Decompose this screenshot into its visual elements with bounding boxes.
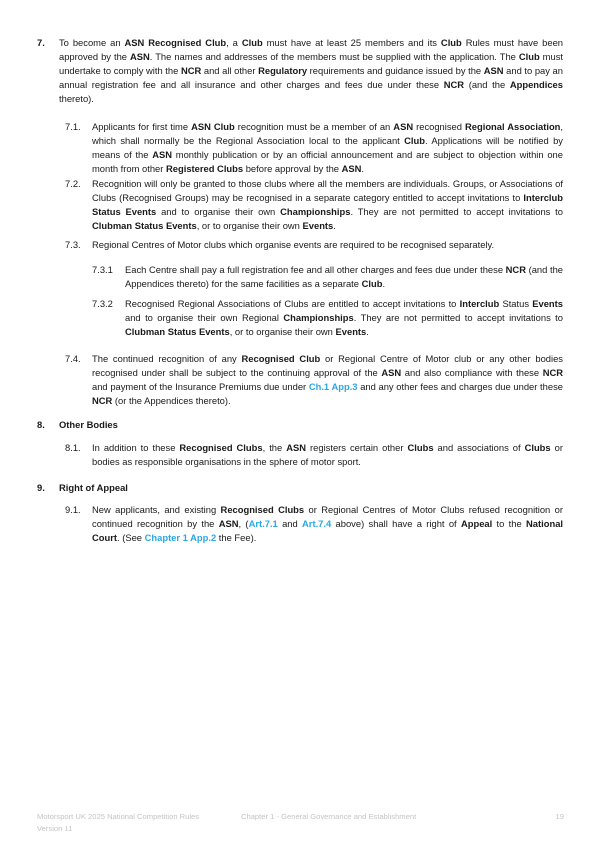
rule-paragraph (65, 503, 563, 545)
text-run: Recognition will only be granted to those clubs where all the members are individuals. Groups, or Associations of Clubs (Recognised Groups) may be recognised in a separate category entitled to accept invitations to (92, 178, 563, 203)
text-run: registers certain other (306, 442, 408, 453)
rule-number: 7.2. (65, 178, 81, 189)
defined-term: ASN (286, 442, 307, 453)
text-run: must undertake to comply with the (59, 51, 564, 76)
defined-term: Appendices (509, 79, 563, 90)
rule-text (59, 481, 563, 495)
defined-term: Events (335, 326, 367, 337)
footer-title: Motorsport UK 2025 National Competition Rules (37, 812, 200, 821)
rule-number: 7.4. (65, 353, 81, 364)
defined-term: ASN (152, 149, 173, 160)
cross-reference-link[interactable]: Art.7.1 (248, 518, 278, 529)
rule-paragraph (65, 352, 563, 408)
defined-term: Recognised Clubs (179, 442, 263, 453)
text-run: (and the Appendices thereto) for the same facilities as a separate (125, 264, 563, 289)
text-run: and payment of the Insurance Premiums due under (92, 381, 309, 392)
text-run: and to pay an annual registration fee and all insurance and other charges and fees due under these (59, 65, 563, 90)
defined-term: NCR (505, 264, 526, 275)
text-run: The continued recognition of any (92, 353, 242, 364)
text-run: to the (492, 518, 527, 529)
defined-term: Club (361, 278, 383, 289)
rule-number: 9. (37, 482, 45, 493)
rule-number: 9.1. (65, 504, 81, 515)
text-run: Other Bodies (59, 419, 118, 430)
defined-term: Clubs (524, 442, 551, 453)
rule-text (92, 441, 563, 469)
rule-text (92, 120, 563, 176)
rule-text (125, 297, 563, 339)
text-run: must have at least 25 members and its (262, 37, 441, 48)
defined-term: Clubman Status Events (125, 326, 230, 337)
rule-paragraph (65, 441, 563, 469)
text-run: recognised (413, 121, 465, 132)
text-run: before approval by the (243, 163, 342, 174)
text-run: Each Centre shall pay a full registration fee and all other charges and fees due under these (125, 264, 506, 275)
defined-term: Club (241, 37, 263, 48)
defined-term: Recognised Clubs (220, 504, 305, 515)
defined-term: Interclub Status Events (92, 192, 563, 217)
text-run: monthly publication or by an official announcement and are subject to objection within one month from other (92, 149, 563, 174)
text-run: or bodies as responsible organisations in the sphere of motor sport. (92, 442, 563, 467)
rule-number: 7.3. (65, 239, 81, 250)
defined-term: National Court (92, 518, 564, 543)
text-run: Recognised Regional Associations of Clubs are entitled to accept invitations to (125, 298, 460, 309)
rule-number: 8. (37, 419, 45, 430)
cross-reference-link[interactable]: Art.7.4 (302, 518, 332, 529)
footer-version: Version 11 (37, 824, 73, 833)
defined-term: ASN Recognised Club (124, 37, 227, 48)
defined-term: ASN (129, 51, 150, 62)
text-run: , the (262, 442, 287, 453)
text-run: . Applications will be notified by means of the (92, 135, 563, 160)
cross-reference-link[interactable]: Chapter 1 App.2 (144, 532, 217, 543)
rule-paragraph (65, 177, 563, 233)
rule-text (92, 503, 563, 545)
rule-paragraph (92, 263, 563, 291)
defined-term: ASN Club (191, 121, 235, 132)
defined-term: Clubman Status Events (92, 220, 197, 231)
text-run: Rules must have been approved by the (59, 37, 563, 62)
text-run: and also compliance with these (401, 367, 543, 378)
defined-term: Events (302, 220, 334, 231)
text-run: In addition to these (92, 442, 180, 453)
text-run: New applicants, and existing (92, 504, 221, 515)
defined-term: ASN (381, 367, 402, 378)
defined-term: Club (404, 135, 425, 146)
rule-number: 8.1. (65, 442, 81, 453)
rule-paragraph (65, 120, 563, 176)
text-run: the Fee). (216, 532, 257, 543)
text-run: , or to organise their own (229, 326, 336, 337)
footer-chapter: Chapter 1 - General Governance and Establishment (241, 812, 417, 821)
rule-text (92, 238, 563, 252)
text-run: thereto). (59, 93, 94, 104)
defined-term: NCR (542, 367, 564, 378)
defined-term: Registered Clubs (166, 163, 244, 174)
rule-text (59, 418, 563, 432)
defined-term: Championships (283, 312, 354, 323)
defined-term: Club (440, 37, 462, 48)
defined-term: Interclub (459, 298, 500, 309)
rule-paragraph (65, 238, 563, 252)
defined-term: Regional Association (465, 121, 561, 132)
text-run: (and the (464, 79, 510, 90)
defined-term: ASN (483, 65, 504, 76)
defined-term: ASN (218, 518, 239, 529)
rule-text (92, 352, 563, 408)
text-run: Applicants for first time (92, 121, 192, 132)
text-run: , ( (238, 518, 249, 529)
text-run: . They are not permitted to accept invitations to (350, 206, 563, 217)
cross-reference-link[interactable]: Ch.1 App.3 (308, 381, 358, 392)
text-run: To become an (59, 37, 125, 48)
defined-term: Regulatory (258, 65, 308, 76)
text-run: . (366, 326, 369, 337)
defined-term: ASN (393, 121, 414, 132)
defined-term: NCR (92, 395, 113, 406)
section-heading (37, 481, 563, 495)
text-run: . (382, 278, 386, 289)
text-run: , or to organise their own (196, 220, 303, 231)
page-number: 19 (555, 812, 564, 821)
text-run: or Regional Centres of Motor Clubs refused recognition or continued recognition by the (92, 504, 563, 529)
text-run: and associations of (433, 442, 525, 453)
defined-term: Appeal (460, 518, 493, 529)
defined-term: Club (518, 51, 540, 62)
footer-title-block (37, 811, 199, 835)
rule-paragraph (37, 36, 563, 106)
rule-paragraph (92, 297, 563, 339)
text-run: Status (499, 298, 533, 309)
text-run: and (277, 518, 303, 529)
text-run: recognition must be a member of an (234, 121, 394, 132)
text-run: Right of Appeal (59, 482, 128, 493)
section-heading (37, 418, 563, 432)
text-run: . The names and addresses of the members must be supplied with the application. The (149, 51, 519, 62)
defined-term: ASN (341, 163, 362, 174)
rule-number: 7. (37, 37, 45, 48)
defined-term: Recognised Club (241, 353, 321, 364)
text-run: . (361, 163, 365, 174)
text-run: and to organise their own (156, 206, 281, 217)
defined-term: NCR (180, 65, 202, 76)
text-run: , a (226, 37, 242, 48)
rule-text (59, 36, 563, 106)
rule-number: 7.3.2 (92, 298, 113, 309)
text-run: and all other (201, 65, 259, 76)
defined-term: NCR (443, 79, 465, 90)
rule-number: 7.1. (65, 121, 81, 132)
text-run: . (See (117, 532, 145, 543)
defined-term: Championships (280, 206, 351, 217)
text-run: . (333, 220, 336, 231)
rule-text (92, 177, 563, 233)
text-run: requirements and guidance issued by the (307, 65, 484, 76)
text-run: . They are not permitted to accept invitations to (353, 312, 563, 323)
text-run: , which shall normally be the Regional Association local to the applicant (92, 121, 564, 146)
text-run: Regional Centres of Motor clubs which organise events are required to be recognised separately. (92, 239, 495, 250)
text-run: above) shall have a right of (331, 518, 461, 529)
text-run: and any other fees and charges due under these (357, 381, 563, 392)
defined-term: Events (532, 298, 563, 309)
rule-text (125, 263, 563, 291)
text-run: or Regional Centre of Motor club or any other bodies recognised under shall be subject to the continuing approval of the (92, 353, 563, 378)
rule-number: 7.3.1 (92, 264, 113, 275)
text-run: and to organise their own Regional (125, 312, 284, 323)
defined-term: Clubs (407, 442, 434, 453)
text-run: (or the Appendices thereto). (112, 395, 231, 406)
